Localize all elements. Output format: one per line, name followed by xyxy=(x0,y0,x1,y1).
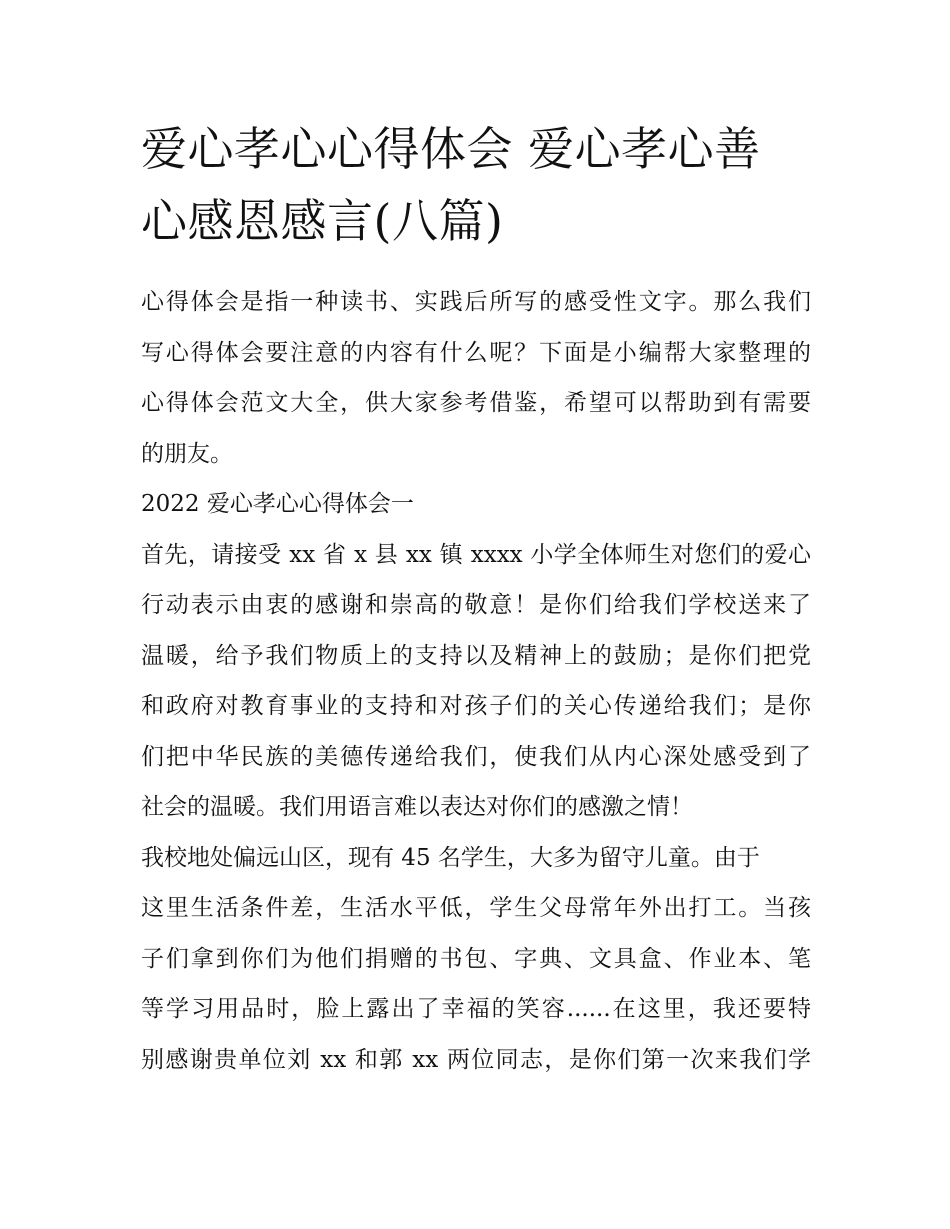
body-line: 我校地处偏远山区，现有 45 名学生，大多为留守儿童。由于 xyxy=(141,844,760,871)
body-line: 温暖，给予我们物质上的支持以及精神上的鼓励；是你们把党 xyxy=(141,642,811,669)
body-line: 和政府对教育事业的支持和对孩子们的关心传递给我们；是你 xyxy=(141,693,811,719)
body-line: 等学习用品时，脸上露出了幸福的笑容......在这里，我还要特 xyxy=(141,996,811,1022)
body-line: 行动表示由衷的感谢和崇高的敬意！是你们给我们学校送来了 xyxy=(141,592,811,618)
body-line: 写心得体会要注意的内容有什么呢？下面是小编帮大家整理的 xyxy=(141,339,811,366)
document-title xyxy=(141,113,821,257)
title-line-1: 爱心孝心心得体会 爱心孝心善 xyxy=(141,122,761,176)
body-line: 子们拿到你们为他们捐赠的书包、字典、文具盒、作业本、笔 xyxy=(141,945,811,972)
body-line: 社会的温暖。我们用语言难以表达对你们的感激之情！ xyxy=(141,794,693,820)
body-line: 首先，请接受 xx 省 x 县 xx 镇 xxxx 小学全体师生对您们的爱心 xyxy=(141,541,811,568)
body-line: 这里生活条件差，生活水平低，学生父母常年外出打工。当孩 xyxy=(141,895,811,921)
section-heading: 2022 爱心孝心心得体会一 xyxy=(141,491,414,517)
body-line: 心得体会范文大全，供大家参考借鉴，希望可以帮助到有需要 xyxy=(141,390,811,416)
body-line: 心得体会是指一种读书、实践后所写的感受性文字。那么我们 xyxy=(141,289,811,315)
document-body xyxy=(141,277,821,1085)
body-line: 别感谢贵单位刘 xx 和郭 xx 两位同志，是你们第一次来我们学 xyxy=(141,1046,811,1073)
title-line-2: 心感恩感言(八篇) xyxy=(141,194,504,248)
body-line: 的朋友。 xyxy=(141,440,233,467)
body-line: 们把中华民族的美德传递给我们，使我们从内心深处感受到了 xyxy=(141,743,811,770)
